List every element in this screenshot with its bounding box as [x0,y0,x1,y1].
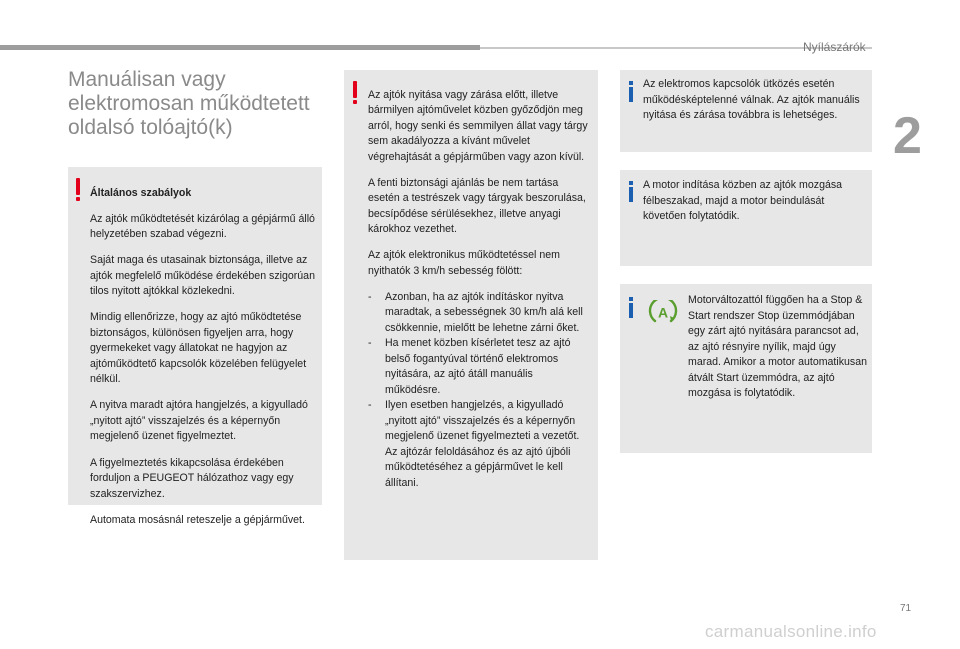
page-title: Manuálisan vagy elektromosan működtetett oldalsó tolóajtó(k) [68,68,310,139]
info-icon [629,297,634,318]
engine-start-info-text: A motor indítása közben az ajtók mozgása félbeszakad, majd a motor beindulását követően folytatódik. [643,179,843,222]
general-rules-text [90,175,322,539]
stop-start-info-text: Motorváltozattól függően ha a Stop & Start rendszer Stop üzemmódjában egy zárt ajtó nyitására parancsot ad, az ajtó résnyire nyílik, majd úgy marad. Amikor a motor automatikusan átvált Start üzemmódra, az ajtó mozgása is folytatódik. [688,294,867,399]
general-rules-heading: Általános szabályok [90,186,192,199]
paragraph: A nyitva maradt ajtóra hangjelzés, a kigyulladó „nyitott ajtó” visszajelzés és a képernyőn megjelenő üzenet figyelmeztet. [90,399,308,443]
paragraph: Saját maga és utasainak biztonsága, illetve az ajtók megfelelő működése érdekében szigorúan tilos nyitott ajtókkal közlekedni. [90,254,315,298]
paragraph: Mindig ellenőrizze, hogy az ajtó működtetése biztonságos, különösen figyeljen arra, hogy gyermekeket vagy állatokat ne hagyjon az ajtóműködtető kapcsolók közelében felügyelet nélkül. [90,311,307,386]
paragraph: Az ajtók működtetését kizárólag a gépjármű álló helyzetében szabad végezni. [90,212,315,241]
safety-warning-text [368,77,590,491]
warning-icon [353,81,358,104]
section-title: Nyílászárók [803,40,866,54]
paragraph: Az ajtók elektronikus működtetéssel nem nyithatók 3 km/h sebesség fölött: [368,249,560,277]
list-item: - Ilyen esetben hangjelzés, a kigyulladó „nyitott ajtó” visszajelzés és a képernyőn megjelenő üzenet figyelmezteti a vezetőt. Az ajtózár feloldásához és az ajtó újbóli működtetéséhez a gépjárművet le kell állítani. [368,398,590,491]
collision-info-text: Az elektromos kapcsolók ütközés esetén működésképtelenné válnak. Az ajtók manuális nyitása és zárása továbbra is lehetséges. [643,78,860,121]
stop-start-auto-icon [648,300,678,323]
warning-icon [76,178,81,201]
auto-icon-letter: A [657,304,669,321]
chapter-number: 2 [893,107,922,165]
watermark: carmanualsonline.info [705,622,877,641]
list-item: - Ha menet közben kísérletet tesz az ajtó belső fogantyúval történő elektromos nyitására, az ajtó átáll manuális működésre. [368,336,590,398]
page-number: 71 [900,603,912,614]
paragraph: A figyelmeztetés kikapcsolása érdekében forduljon a PEUGEOT hálózathoz vagy egy szakszervizhez. [90,456,294,500]
info-icon [629,181,634,202]
paragraph: Az ajtók nyitása vagy zárása előtt, illetve bármilyen ajtóművelet közben győződjön meg arról, hogy senki és semmilyen állat vagy tárgy sem akadályozza a kívánt művelet végrehajtását a gépjárműben vagy azon kívül. [368,88,588,163]
paragraph: A fenti biztonsági ajánlás be nem tartása esetén a testrészek vagy tárgyak beszorulása, becsípődése sérülésekhez, illetve anyagi károkhoz vezethet. [368,176,586,236]
header-bar [0,45,480,50]
paragraph: Automata mosásnál reteszelje a gépjárművet. [90,513,305,526]
speed-conditions-list [368,290,590,492]
list-item: - Azonban, ha az ajtók indításkor nyitva maradtak, a sebességnek 30 km/h alá kell csökkennie, mielőtt be lehetne zárni őket. [368,290,590,337]
info-icon [629,81,634,102]
